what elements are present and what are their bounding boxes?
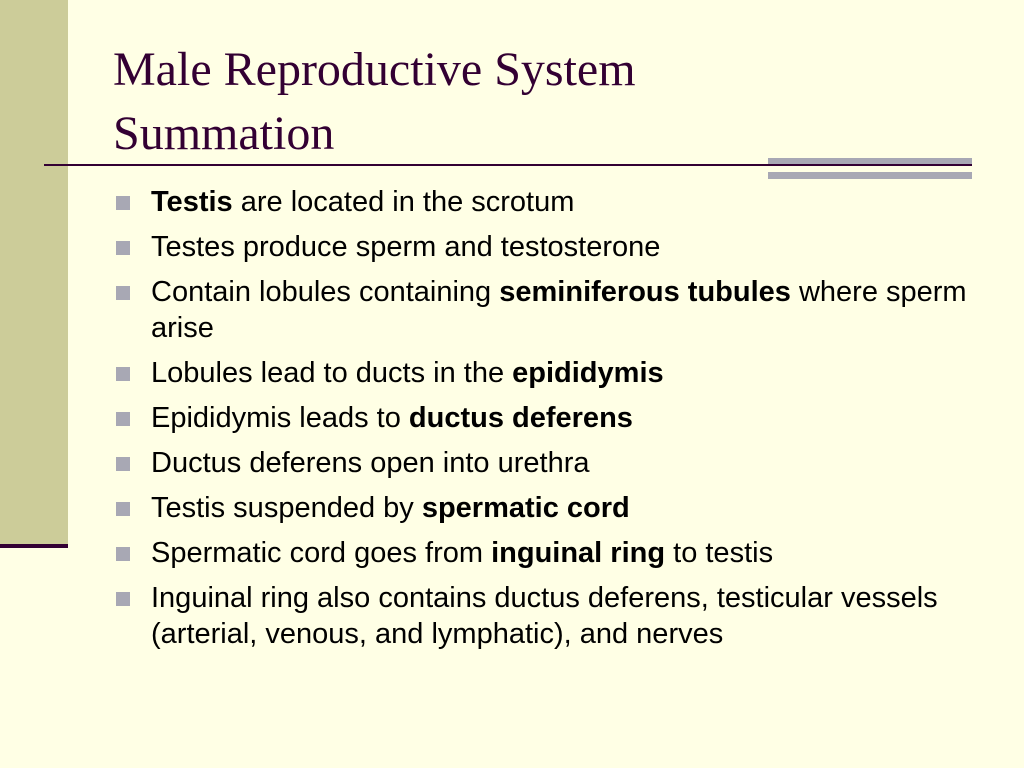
bullet-text: Contain lobules containing: [151, 276, 500, 308]
square-bullet-icon: [116, 196, 130, 210]
bullet-text: Lobules lead to ducts in the: [151, 357, 513, 389]
bullet-bold-term: epididymis: [512, 357, 664, 389]
bullet-item: [113, 580, 993, 652]
square-bullet-icon: [116, 241, 130, 255]
bullet-text-continued: to testis: [665, 537, 774, 569]
square-bullet-icon: [116, 412, 130, 426]
square-bullet-icon: [116, 592, 130, 606]
bullet-item: [113, 274, 993, 346]
square-bullet-icon: [116, 502, 130, 516]
slide-title: [113, 38, 973, 166]
bullet-bold-term: ductus deferens: [408, 402, 633, 434]
bullet-text: Testes produce sperm and testosterone: [151, 231, 661, 263]
bullet-text: Spermatic cord goes from: [151, 537, 492, 569]
title-line-2: Summation: [113, 107, 335, 160]
bullet-text-continued: where sperm arise: [151, 276, 967, 344]
bullet-item: [113, 229, 993, 265]
bullet-item: [113, 184, 993, 220]
bullet-bold-term: inguinal ring: [491, 537, 666, 569]
bullet-text: are located in the scrotum: [232, 186, 575, 218]
bullet-item: [113, 535, 993, 571]
bullet-text: Inguinal ring also contains ductus deferens, testicular vessels (arterial, venous, and lymphatic), and nerves: [151, 582, 938, 650]
square-bullet-icon: [116, 457, 130, 471]
bullet-bold-term: spermatic cord: [421, 492, 630, 524]
square-bullet-icon: [116, 367, 130, 381]
title-line-1: Male Reproductive System: [113, 43, 636, 96]
bullet-list: [113, 184, 993, 661]
square-bullet-icon: [116, 286, 130, 300]
bullet-item: [113, 490, 993, 526]
bullet-item: [113, 355, 993, 391]
bullet-item: [113, 445, 993, 481]
title-accent-bar-bottom: [768, 172, 972, 179]
title-divider: [44, 164, 972, 166]
left-accent-bar: [0, 0, 68, 544]
bullet-item: [113, 400, 993, 436]
bullet-bold-term: seminiferous tubules: [499, 276, 791, 308]
bullet-text: Ductus deferens open into urethra: [151, 447, 590, 479]
bullet-text: Epididymis leads to: [151, 402, 409, 434]
bullet-text: Testis suspended by: [151, 492, 422, 524]
bullet-bold-term: Testis: [151, 186, 233, 218]
left-accent-rule: [0, 544, 68, 548]
square-bullet-icon: [116, 547, 130, 561]
